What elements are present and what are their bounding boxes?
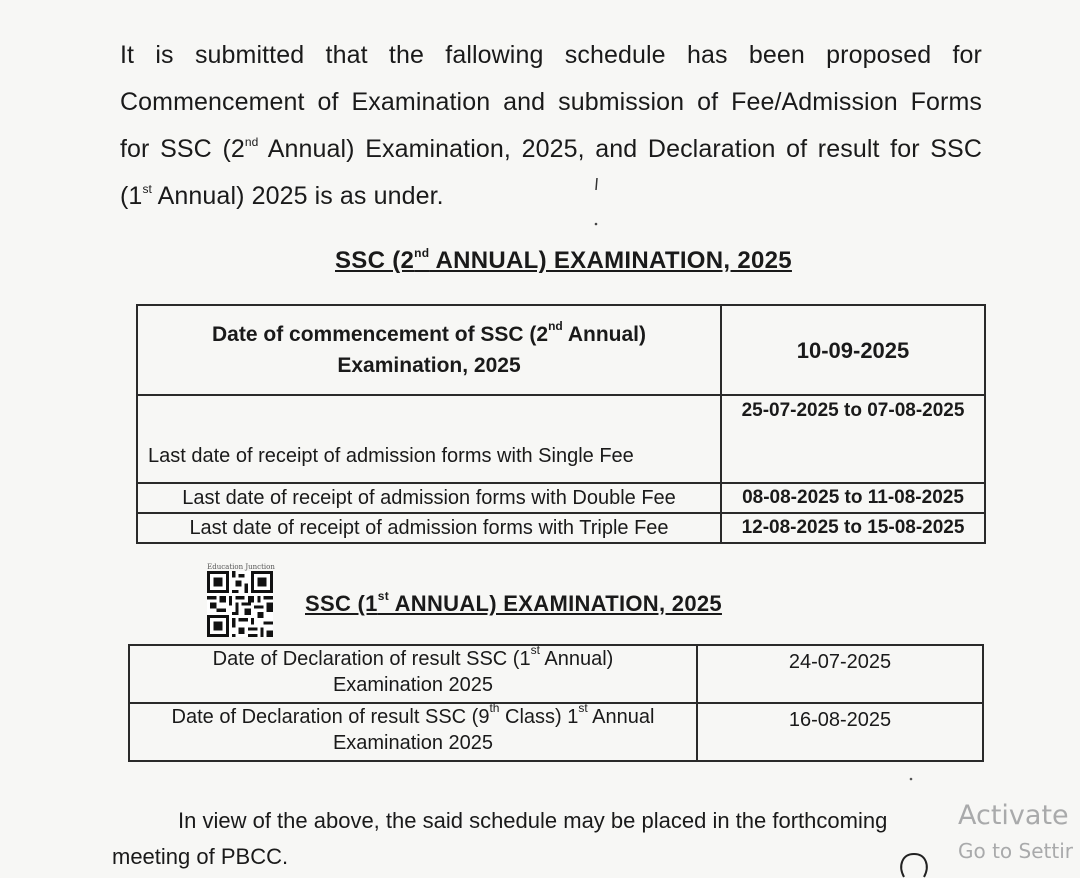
stray-dot [908, 776, 914, 782]
result-table-1st-annual [128, 644, 984, 762]
table-row [137, 483, 985, 513]
commencement-label: Date of commencement of SSC (2nd Annual) Examination, 2025 [137, 305, 721, 395]
qr-code [207, 563, 275, 637]
9th-class-result-date: 16-08-2025 [697, 703, 983, 761]
intro-line-2: Commencement of Examination and submission of Fee/Admission Forms [120, 88, 982, 116]
closing-line-1: In view of the above, the said schedule may be placed in the forthcoming [178, 808, 888, 833]
table-row [129, 645, 983, 703]
qr-code-icon [207, 571, 273, 637]
table-row [137, 513, 985, 543]
single-fee-dates: 25-07-2025 to 07-08-2025 [721, 395, 985, 483]
go-to-settings-text: Go to Settir [958, 839, 1073, 863]
schedule-table-2nd-annual [136, 304, 986, 544]
9th-class-result-label: Date of Declaration of result SSC (9th Class) 1st Annual Examination 2025 [129, 703, 697, 761]
windows-activation-watermark [958, 800, 1073, 863]
triple-fee-label: Last date of receipt of admission forms with Triple Fee [137, 513, 721, 543]
intro-paragraph [120, 32, 982, 220]
double-fee-dates: 08-08-2025 to 11-08-2025 [721, 483, 985, 513]
intro-line-4: (1st Annual) 2025 is as under. [120, 182, 444, 210]
pen-stroke-mark [896, 848, 936, 878]
heading-ssc-2nd-annual: SSC (2nd ANNUAL) EXAMINATION, 2025 [335, 246, 792, 274]
closing-paragraph [112, 803, 912, 875]
ssc-result-label: Date of Declaration of result SSC (1st Annual) Examination 2025 [129, 645, 697, 703]
ssc-result-date: 24-07-2025 [697, 645, 983, 703]
stray-mark [592, 176, 602, 228]
table-row [137, 395, 985, 483]
activate-text: Activate [958, 800, 1069, 831]
table-row [129, 703, 983, 761]
table-row [137, 305, 985, 395]
single-fee-label: Last date of receipt of admission forms with Single Fee [137, 395, 721, 483]
heading-ssc-1st-annual: SSC (1st ANNUAL) EXAMINATION, 2025 [305, 589, 722, 616]
closing-line-2: meeting of PBCC. [112, 844, 289, 869]
triple-fee-dates: 12-08-2025 to 15-08-2025 [721, 513, 985, 543]
commencement-date: 10-09-2025 [721, 305, 985, 395]
intro-line-1: It is submitted that the fallowing schedule has been proposed for [120, 41, 982, 69]
intro-line-3: for SSC (2nd Annual) Examination, 2025, and Declaration of result for SSC [120, 135, 982, 163]
double-fee-label: Last date of receipt of admission forms with Double Fee [137, 483, 721, 513]
qr-caption: Education Junction [207, 563, 275, 571]
